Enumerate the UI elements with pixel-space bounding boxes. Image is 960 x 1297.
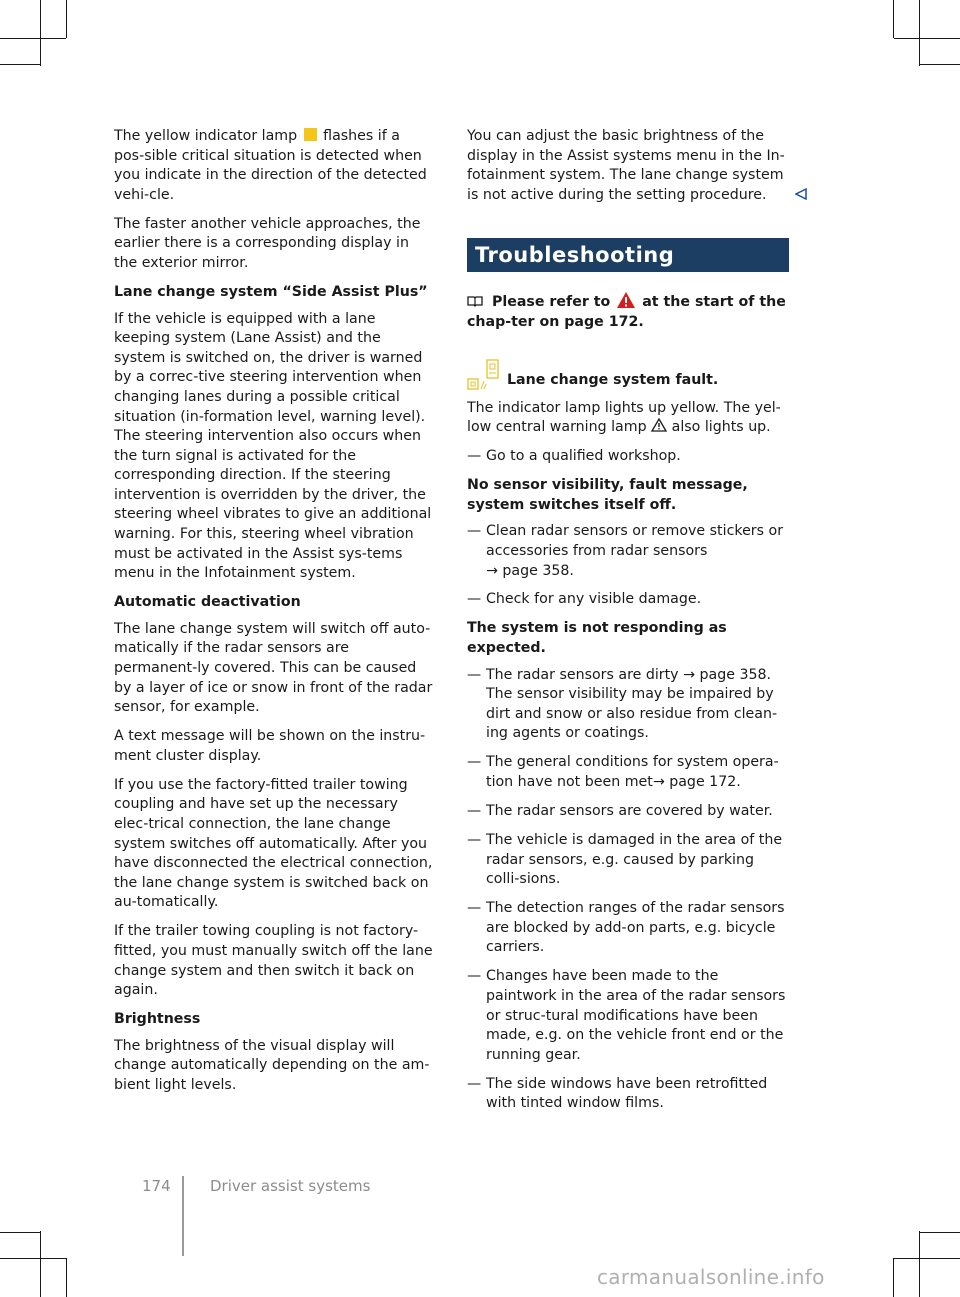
troubleshooting-heading: Troubleshooting	[467, 238, 789, 272]
dash-bullet: —	[467, 591, 482, 608]
left-column	[114, 127, 434, 1105]
crop-mark	[40, 0, 41, 66]
list-item	[467, 590, 789, 610]
dash-bullet: —	[467, 666, 482, 683]
page-reference[interactable]: page 172.	[669, 774, 741, 791]
page-reference[interactable]: page 358.	[502, 562, 574, 579]
section-heading: Brightness	[114, 1011, 201, 1028]
warning-triangle-outline-icon	[651, 418, 667, 432]
text: Changes have been made to the paintwork in the area of the radar sensors or struc-tural modifications have been made, e.g. on the vehicle front end or the running gear.	[486, 968, 786, 1063]
list-text	[486, 666, 789, 744]
crop-mark	[66, 0, 67, 38]
paragraph: The brightness of the visual display will change automatically depending on the am-bient light levels.	[114, 1037, 430, 1093]
arrow-right-icon: →	[683, 666, 695, 683]
yellow-square-icon	[304, 128, 317, 141]
dash-bullet: —	[467, 754, 482, 771]
dash-bullet: —	[467, 968, 482, 985]
arrow-right-icon: →	[486, 562, 498, 579]
paragraph: You can adjust the basic brightness of the display in the Assist systems menu in the In-fotainment system. The lane change system is not active during the setting procedure.	[467, 128, 785, 203]
list-text	[486, 522, 789, 581]
paragraph: A text message will be shown on the instru-ment cluster display.	[114, 728, 426, 764]
list-item	[467, 802, 789, 822]
crop-mark	[0, 1258, 66, 1259]
crop-mark	[920, 64, 960, 65]
right-column	[467, 127, 789, 1123]
list-item	[467, 522, 789, 581]
section-heading: Lane change system “Side Assist Plus”	[114, 283, 428, 300]
text: The detection ranges of the radar sensors are blocked by add-on parts, e.g. bicycle carriers.	[486, 900, 785, 956]
dash-bullet: —	[467, 1075, 482, 1092]
list-item	[467, 967, 789, 1065]
list-item	[467, 447, 789, 467]
list-item	[467, 753, 789, 792]
section-heading: The system is not responding as expected.	[467, 620, 727, 657]
text: The yellow indicator lamp	[114, 128, 298, 144]
list-item	[467, 1075, 789, 1114]
crop-mark	[920, 1232, 960, 1233]
text: Please refer to	[491, 294, 611, 311]
dash-bullet: —	[467, 523, 482, 540]
text: also lights up.	[671, 419, 771, 436]
text: The radar sensors are dirty	[486, 666, 679, 683]
text: The radar sensors are covered by water.	[486, 803, 773, 819]
dash-bullet: —	[467, 803, 482, 819]
text: flashes if a pos-sible critical situation is detected when you indicate in the direction of the detected vehi-cle.	[114, 128, 427, 203]
section-heading: No sensor visibility, fault message, system switches itself off.	[467, 477, 748, 513]
crop-mark	[894, 38, 960, 39]
refer-note	[467, 291, 789, 332]
footer-section-title: Driver assist systems	[210, 1177, 371, 1195]
text: The general conditions for system opera-tion have not been met	[486, 754, 779, 791]
text: at the start of the chap-ter on page 172.	[467, 294, 786, 330]
arrow-right-icon: →	[652, 774, 665, 791]
book-icon	[467, 295, 483, 307]
text: Check for any visible damage.	[486, 591, 702, 608]
text: Clean radar sensors or remove stickers or accessories from radar sensors	[486, 523, 784, 559]
footer-divider	[182, 1176, 184, 1256]
section-heading: Automatic deactivation	[114, 594, 301, 611]
text: The indicator lamp lights up yellow. The yel-low central warning lamp	[467, 399, 781, 436]
fault-title	[467, 359, 789, 391]
crop-mark	[894, 1258, 960, 1259]
dash-bullet: —	[467, 831, 482, 848]
paragraph: If the vehicle is equipped with a lane keeping system (Lane Assist) and the system is switched on, the driver is warned by a correc-tive steering intervention when changing lanes during a possible critical situation (in-formation level, warning level). The steering intervention also occurs when the turn signal is activated for the corresponding direction. If the steering intervention is overridden by the driver, the steering wheel vibrates to give an additional warning. For this, steering wheel vibration must be activated in the Assist sys-tems menu in the Infotainment system.	[114, 310, 432, 582]
watermark: carmanualsonline.info	[597, 1265, 825, 1289]
paragraph: If you use the factory-fitted trailer towing coupling and have set up the necessary elec-trical connection, the lane change system switches off automatically. After you have disconnected the electrical connection, the lane change system is switched back on au-tomatically.	[114, 776, 433, 911]
paragraph: The lane change system will switch off auto-matically if the radar sensors are permanent-ly covered. This can be caused by a layer of ice or snow in front of the radar sensor, for example.	[114, 620, 433, 716]
crop-mark	[0, 64, 40, 65]
crop-mark	[919, 0, 920, 66]
text: The sensor visibility may be impaired by dirt and snow or also residue from clean-ing agents or coatings.	[486, 686, 778, 742]
list-item	[467, 666, 789, 744]
lane-change-fault-icon	[467, 359, 501, 391]
red-warning-triangle-icon	[616, 291, 636, 309]
text: The vehicle is damaged in the area of the radar sensors, e.g. caused by parking colli-sions.	[486, 831, 783, 888]
list-item	[467, 831, 789, 890]
paragraph	[114, 127, 434, 205]
page-number: 174	[142, 1177, 171, 1195]
dash-bullet: —	[467, 900, 482, 917]
text: Lane change system fault.	[507, 371, 719, 388]
text: Go to a qualified workshop.	[486, 448, 681, 465]
crop-mark	[40, 1231, 41, 1297]
crop-mark	[66, 1258, 67, 1297]
paragraph: If the trailer towing coupling is not factory-fitted, you must manually switch off the lane change system and then switch it back on again.	[114, 923, 433, 999]
list-text	[486, 753, 789, 792]
page-reference[interactable]: page 358.	[699, 666, 772, 683]
crop-mark	[893, 1258, 894, 1297]
text: The side windows have been retrofitted with tinted window films.	[486, 1075, 768, 1112]
crop-mark	[893, 0, 894, 38]
crop-mark	[0, 38, 66, 39]
paragraph: The faster another vehicle approaches, the earlier there is a corresponding display in the exterior mirror.	[114, 215, 421, 271]
end-of-section-triangle-icon	[795, 188, 807, 200]
crop-mark	[919, 1231, 920, 1297]
crop-mark	[0, 1232, 40, 1233]
paragraph	[467, 399, 789, 438]
dash-bullet: —	[467, 448, 482, 465]
list-item	[467, 899, 789, 958]
